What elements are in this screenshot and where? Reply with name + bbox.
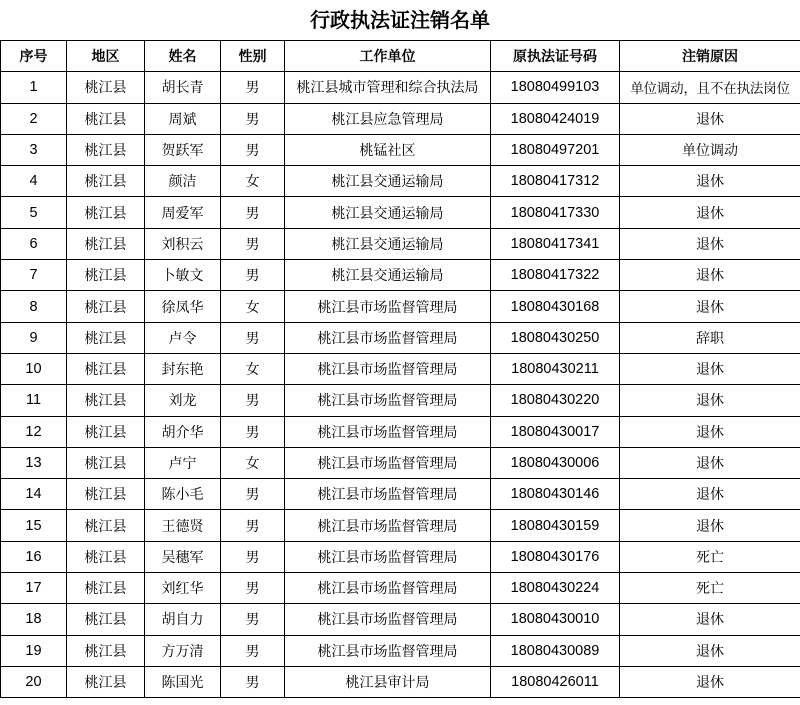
cell-region: 桃江县 xyxy=(67,541,145,572)
cell-serial-number: 5 xyxy=(1,197,67,228)
table-row xyxy=(1,166,800,197)
cell-serial-number: 10 xyxy=(1,353,67,384)
cell-work-unit: 桃江县市场监督管理局 xyxy=(285,322,491,353)
cell-revocation-reason: 退休 xyxy=(620,385,800,416)
cell-certificate-number: 18080417312 xyxy=(491,166,620,197)
cell-region: 桃江县 xyxy=(67,260,145,291)
cell-work-unit: 桃江县城市管理和综合执法局 xyxy=(285,72,491,103)
table-row xyxy=(1,416,800,447)
cell-certificate-number: 18080430176 xyxy=(491,541,620,572)
cell-region: 桃江县 xyxy=(67,479,145,510)
cell-work-unit: 桃江县市场监督管理局 xyxy=(285,385,491,416)
revocation-table xyxy=(0,40,800,698)
cell-certificate-number: 18080417322 xyxy=(491,260,620,291)
cell-serial-number: 4 xyxy=(1,166,67,197)
cell-work-unit: 桃江县交通运输局 xyxy=(285,166,491,197)
cell-serial-number: 15 xyxy=(1,510,67,541)
cell-revocation-reason: 退休 xyxy=(620,510,800,541)
cell-work-unit: 桃锰社区 xyxy=(285,134,491,165)
cell-work-unit: 桃江县市场监督管理局 xyxy=(285,291,491,322)
cell-region: 桃江县 xyxy=(67,510,145,541)
cell-name: 封东艳 xyxy=(145,353,221,384)
table-row xyxy=(1,197,800,228)
cell-revocation-reason: 单位调动 xyxy=(620,134,800,165)
cell-gender: 男 xyxy=(221,510,285,541)
cell-region: 桃江县 xyxy=(67,573,145,604)
cell-region: 桃江县 xyxy=(67,322,145,353)
table-row xyxy=(1,353,800,384)
cell-name: 刘龙 xyxy=(145,385,221,416)
cell-gender: 男 xyxy=(221,573,285,604)
header-certificate-number: 原执法证号码 xyxy=(491,41,620,72)
cell-revocation-reason: 退休 xyxy=(620,666,800,697)
header-revocation-reason: 注销原因 xyxy=(620,41,800,72)
table-row xyxy=(1,72,800,103)
cell-revocation-reason: 退休 xyxy=(620,416,800,447)
cell-gender: 男 xyxy=(221,197,285,228)
cell-certificate-number: 18080430006 xyxy=(491,447,620,478)
cell-gender: 男 xyxy=(221,134,285,165)
cell-work-unit: 桃江县市场监督管理局 xyxy=(285,573,491,604)
cell-name: 方万清 xyxy=(145,635,221,666)
cell-name: 卜敏文 xyxy=(145,260,221,291)
cell-name: 卢令 xyxy=(145,322,221,353)
cell-name: 胡介华 xyxy=(145,416,221,447)
cell-name: 颜洁 xyxy=(145,166,221,197)
cell-revocation-reason: 退休 xyxy=(620,635,800,666)
header-work-unit: 工作单位 xyxy=(285,41,491,72)
cell-region: 桃江县 xyxy=(67,166,145,197)
cell-serial-number: 9 xyxy=(1,322,67,353)
cell-serial-number: 2 xyxy=(1,103,67,134)
table-row xyxy=(1,573,800,604)
cell-work-unit: 桃江县市场监督管理局 xyxy=(285,604,491,635)
cell-name: 吴穗军 xyxy=(145,541,221,572)
cell-certificate-number: 18080430017 xyxy=(491,416,620,447)
cell-serial-number: 17 xyxy=(1,573,67,604)
cell-revocation-reason: 退休 xyxy=(620,353,800,384)
cell-work-unit: 桃江县审计局 xyxy=(285,666,491,697)
cell-certificate-number: 18080424019 xyxy=(491,103,620,134)
cell-certificate-number: 18080499103 xyxy=(491,72,620,103)
cell-region: 桃江县 xyxy=(67,666,145,697)
cell-serial-number: 18 xyxy=(1,604,67,635)
cell-gender: 男 xyxy=(221,541,285,572)
cell-name: 卢宁 xyxy=(145,447,221,478)
table-row xyxy=(1,604,800,635)
cell-certificate-number: 18080430250 xyxy=(491,322,620,353)
cell-work-unit: 桃江县交通运输局 xyxy=(285,260,491,291)
table-row xyxy=(1,510,800,541)
cell-region: 桃江县 xyxy=(67,134,145,165)
cell-gender: 男 xyxy=(221,385,285,416)
cell-serial-number: 16 xyxy=(1,541,67,572)
cell-work-unit: 桃江县市场监督管理局 xyxy=(285,353,491,384)
cell-work-unit: 桃江县应急管理局 xyxy=(285,103,491,134)
cell-serial-number: 7 xyxy=(1,260,67,291)
cell-work-unit: 桃江县交通运输局 xyxy=(285,197,491,228)
cell-certificate-number: 18080430146 xyxy=(491,479,620,510)
cell-region: 桃江县 xyxy=(67,228,145,259)
cell-revocation-reason: 退休 xyxy=(620,291,800,322)
header-gender: 性别 xyxy=(221,41,285,72)
cell-serial-number: 19 xyxy=(1,635,67,666)
cell-certificate-number: 18080426011 xyxy=(491,666,620,697)
cell-region: 桃江县 xyxy=(67,635,145,666)
header-serial-number: 序号 xyxy=(1,41,67,72)
cell-revocation-reason: 死亡 xyxy=(620,573,800,604)
cell-revocation-reason: 退休 xyxy=(620,479,800,510)
cell-work-unit: 桃江县市场监督管理局 xyxy=(285,635,491,666)
cell-work-unit: 桃江县市场监督管理局 xyxy=(285,416,491,447)
cell-gender: 男 xyxy=(221,260,285,291)
table-body xyxy=(1,72,800,698)
table-row xyxy=(1,228,800,259)
cell-certificate-number: 18080430211 xyxy=(491,353,620,384)
cell-gender: 女 xyxy=(221,291,285,322)
cell-gender: 女 xyxy=(221,447,285,478)
cell-serial-number: 14 xyxy=(1,479,67,510)
cell-work-unit: 桃江县市场监督管理局 xyxy=(285,541,491,572)
cell-certificate-number: 18080417341 xyxy=(491,228,620,259)
cell-name: 陈国光 xyxy=(145,666,221,697)
table-row xyxy=(1,260,800,291)
cell-serial-number: 3 xyxy=(1,134,67,165)
cell-serial-number: 8 xyxy=(1,291,67,322)
cell-name: 周爱军 xyxy=(145,197,221,228)
cell-serial-number: 12 xyxy=(1,416,67,447)
cell-certificate-number: 18080430224 xyxy=(491,573,620,604)
cell-name: 陈小毛 xyxy=(145,479,221,510)
cell-work-unit: 桃江县市场监督管理局 xyxy=(285,479,491,510)
cell-gender: 男 xyxy=(221,103,285,134)
cell-gender: 女 xyxy=(221,166,285,197)
table-row xyxy=(1,322,800,353)
header-name: 姓名 xyxy=(145,41,221,72)
table-row xyxy=(1,635,800,666)
cell-region: 桃江县 xyxy=(67,353,145,384)
cell-revocation-reason: 退休 xyxy=(620,103,800,134)
table-row xyxy=(1,447,800,478)
cell-revocation-reason: 退休 xyxy=(620,604,800,635)
cell-revocation-reason: 退休 xyxy=(620,447,800,478)
cell-work-unit: 桃江县市场监督管理局 xyxy=(285,447,491,478)
cell-revocation-reason: 退休 xyxy=(620,260,800,291)
cell-name: 胡长青 xyxy=(145,72,221,103)
cell-serial-number: 13 xyxy=(1,447,67,478)
cell-revocation-reason: 退休 xyxy=(620,228,800,259)
cell-serial-number: 11 xyxy=(1,385,67,416)
cell-revocation-reason: 单位调动，且不在执法岗位 xyxy=(620,72,800,103)
cell-certificate-number: 18080497201 xyxy=(491,134,620,165)
cell-serial-number: 6 xyxy=(1,228,67,259)
cell-name: 刘积云 xyxy=(145,228,221,259)
cell-region: 桃江县 xyxy=(67,197,145,228)
cell-revocation-reason: 退休 xyxy=(620,166,800,197)
cell-gender: 男 xyxy=(221,416,285,447)
table-row xyxy=(1,385,800,416)
cell-revocation-reason: 辞职 xyxy=(620,322,800,353)
cell-certificate-number: 18080430010 xyxy=(491,604,620,635)
cell-serial-number: 20 xyxy=(1,666,67,697)
cell-name: 徐凤华 xyxy=(145,291,221,322)
cell-region: 桃江县 xyxy=(67,416,145,447)
page-title: 行政执法证注销名单 xyxy=(310,8,490,32)
cell-revocation-reason: 退休 xyxy=(620,197,800,228)
table-row xyxy=(1,291,800,322)
cell-gender: 女 xyxy=(221,353,285,384)
cell-revocation-reason: 死亡 xyxy=(620,541,800,572)
cell-gender: 男 xyxy=(221,322,285,353)
cell-gender: 男 xyxy=(221,479,285,510)
cell-gender: 男 xyxy=(221,635,285,666)
cell-name: 贺跃军 xyxy=(145,134,221,165)
table-row xyxy=(1,666,800,697)
cell-certificate-number: 18080430159 xyxy=(491,510,620,541)
cell-gender: 男 xyxy=(221,604,285,635)
cell-serial-number: 1 xyxy=(1,72,67,103)
cell-region: 桃江县 xyxy=(67,604,145,635)
cell-work-unit: 桃江县交通运输局 xyxy=(285,228,491,259)
cell-name: 周斌 xyxy=(145,103,221,134)
cell-gender: 男 xyxy=(221,72,285,103)
table-row xyxy=(1,103,800,134)
cell-name: 王德贤 xyxy=(145,510,221,541)
cell-region: 桃江县 xyxy=(67,103,145,134)
cell-name: 刘红华 xyxy=(145,573,221,604)
cell-work-unit: 桃江县市场监督管理局 xyxy=(285,510,491,541)
cell-region: 桃江县 xyxy=(67,447,145,478)
table-header-row xyxy=(1,41,800,72)
cell-certificate-number: 18080430089 xyxy=(491,635,620,666)
cell-gender: 男 xyxy=(221,228,285,259)
cell-region: 桃江县 xyxy=(67,72,145,103)
table-row xyxy=(1,479,800,510)
table-row xyxy=(1,134,800,165)
cell-region: 桃江县 xyxy=(67,291,145,322)
cell-gender: 男 xyxy=(221,666,285,697)
table-row xyxy=(1,541,800,572)
cell-region: 桃江县 xyxy=(67,385,145,416)
header-region: 地区 xyxy=(67,41,145,72)
cell-certificate-number: 18080430220 xyxy=(491,385,620,416)
cell-certificate-number: 18080417330 xyxy=(491,197,620,228)
cell-certificate-number: 18080430168 xyxy=(491,291,620,322)
cell-name: 胡自力 xyxy=(145,604,221,635)
